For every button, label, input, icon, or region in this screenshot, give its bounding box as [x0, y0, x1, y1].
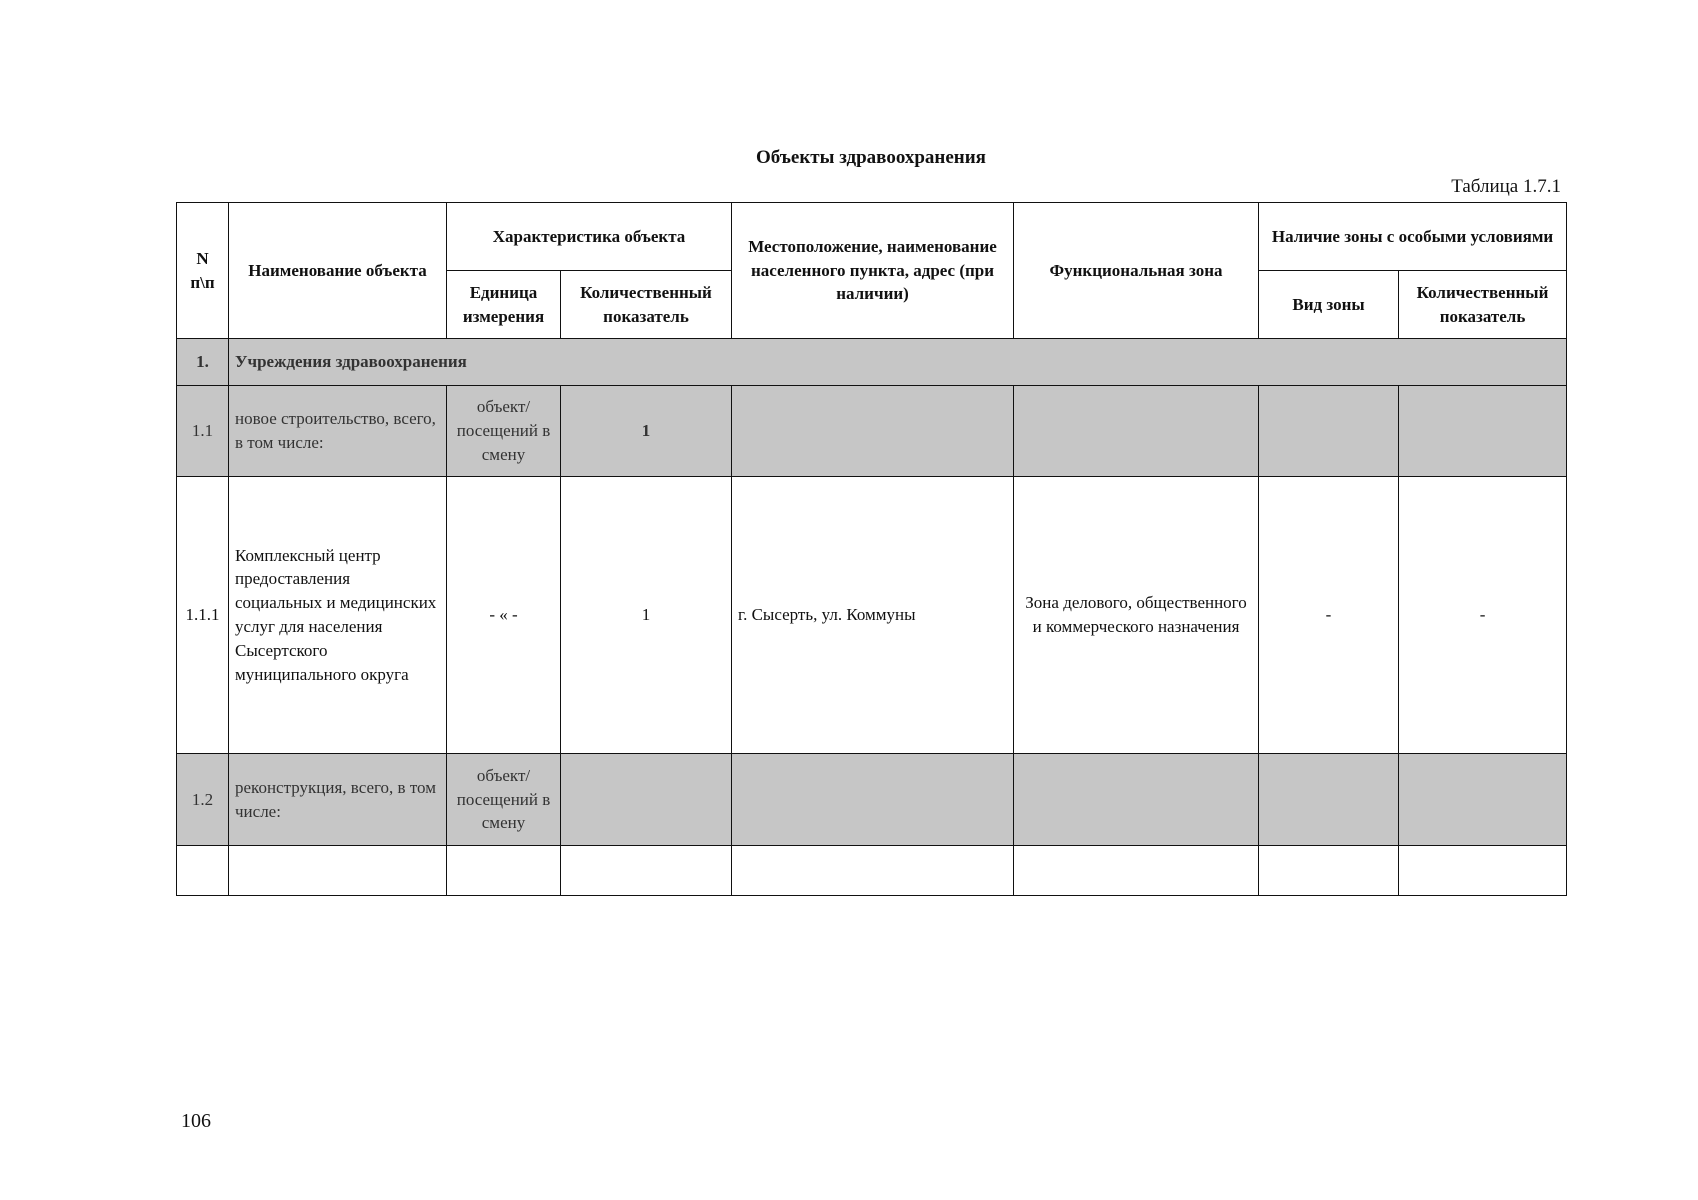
row-num: 1.2 [177, 754, 229, 846]
section-name: Учреждения здравоохранения [229, 339, 1567, 386]
row-name: реконструкция, всего, в том числе: [229, 754, 447, 846]
row-name: Комплексный центр предоставления социальных и медицинских услуг для населения Сысертского муниципального округа [229, 477, 447, 754]
row-unit: - « - [447, 477, 561, 754]
header-unit: Единица измерения [447, 271, 561, 339]
row-num: 1.1 [177, 386, 229, 477]
section-num: 1. [177, 339, 229, 386]
row-zone-type: - [1259, 477, 1399, 754]
header-row-1 [177, 203, 1567, 271]
document-title: Объекты здравоохранения [756, 147, 986, 168]
row-quantity: 1 [561, 477, 732, 754]
row-name: новое строительство, всего, в том числе: [229, 386, 447, 477]
header-name: Наименование объекта [229, 203, 447, 339]
header-quantity: Количественный показатель [561, 271, 732, 339]
page-number: 106 [181, 1110, 211, 1132]
row-quantity: 1 [561, 386, 732, 477]
table-row [177, 386, 1567, 477]
table-number: Таблица 1.7.1 [1451, 176, 1561, 197]
row-zone-quantity: - [1399, 477, 1567, 754]
row-zone-quantity [1399, 754, 1567, 846]
row-unit: объект/ посещений в смену [447, 386, 561, 477]
row-unit: объект/ посещений в смену [447, 754, 561, 846]
health-facilities-table [176, 202, 1567, 896]
row-location [732, 386, 1014, 477]
header-characteristic: Характеристика объекта [447, 203, 732, 271]
row-functional-zone [1014, 386, 1259, 477]
header-zone-type: Вид зоны [1259, 271, 1399, 339]
row-zone-type [1259, 754, 1399, 846]
header-functional-zone: Функциональная зона [1014, 203, 1259, 339]
row-zone-quantity [1399, 386, 1567, 477]
table-row [177, 477, 1567, 754]
header-special-zone: Наличие зоны с особыми условиями [1259, 203, 1567, 271]
header-zone-quantity: Количественный показатель [1399, 271, 1567, 339]
row-zone-type [1259, 386, 1399, 477]
row-functional-zone: Зона делового, общественного и коммерческого назначения [1014, 477, 1259, 754]
row-num: 1.1.1 [177, 477, 229, 754]
row-location: г. Сысерть, ул. Коммуны [732, 477, 1014, 754]
header-num: N п\п [177, 203, 229, 339]
row-functional-zone [1014, 754, 1259, 846]
row-location [732, 754, 1014, 846]
header-location: Местоположение, наименование населенного пункта, адрес (при наличии) [732, 203, 1014, 339]
empty-row [177, 846, 1567, 896]
section-row [177, 339, 1567, 386]
table-row [177, 754, 1567, 846]
row-quantity [561, 754, 732, 846]
